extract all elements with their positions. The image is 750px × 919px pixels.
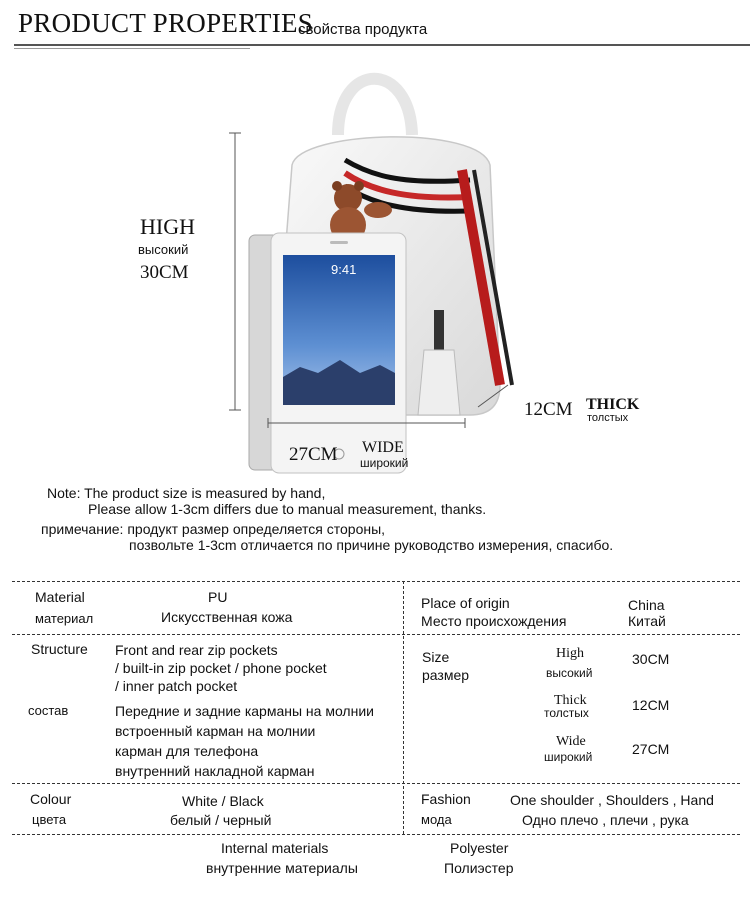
structure-line: Front and rear zip pockets xyxy=(115,642,278,658)
page-subtitle: свойства продукта xyxy=(298,21,428,38)
colour-label-ru: цвета xyxy=(32,812,67,827)
thick-value: 12CM xyxy=(524,399,573,420)
material-label: Material xyxy=(35,589,85,605)
bag-handle xyxy=(338,79,412,135)
size-thick-value: 12CM xyxy=(632,697,670,713)
note-ru-line2: позвольте 1-3cm отличается по причине руководство измерения, спасибо. xyxy=(129,537,614,553)
colour-value: White / Black xyxy=(182,793,264,809)
origin-value-ru: Китай xyxy=(628,613,666,629)
note-en-line1: Note: The product size is measured by hand, xyxy=(47,485,326,501)
tablet-illustration xyxy=(249,233,409,473)
structure-line-ru: внутренний накладной карман xyxy=(115,763,315,779)
internal-value: Polyester xyxy=(450,840,509,856)
width-label-ru: широкий xyxy=(360,456,409,470)
origin-label: Place of origin xyxy=(421,595,510,611)
internal-value-ru: Полиэстер xyxy=(444,860,514,876)
size-high-label: High xyxy=(556,646,584,661)
table-divider xyxy=(12,834,740,835)
table-divider xyxy=(12,634,740,635)
origin-label-ru: Место происхождения xyxy=(421,613,567,629)
structure-line-ru: карман для телефона xyxy=(115,743,259,759)
header-divider xyxy=(14,44,750,46)
size-thick-label-ru: толстых xyxy=(544,706,589,720)
internal-label-ru: внутренние материалы xyxy=(206,860,358,876)
size-label-ru: размер xyxy=(422,667,470,683)
note-ru-line1: примечание: продукт размер определяется стороны, xyxy=(41,521,386,537)
colour-label: Colour xyxy=(30,791,72,807)
material-value: PU xyxy=(208,589,228,605)
table-column-divider xyxy=(403,581,404,834)
size-wide-label: Wide xyxy=(556,734,586,749)
height-label: HIGH xyxy=(140,214,195,239)
material-label-ru: материал xyxy=(35,611,94,626)
fashion-label-ru: мода xyxy=(421,812,452,827)
structure-label: Structure xyxy=(31,641,88,657)
colour-value-ru: белый / черный xyxy=(170,812,272,828)
fashion-value: One shoulder , Shoulders , Hand xyxy=(510,792,714,808)
size-high-label-ru: высокий xyxy=(546,666,593,680)
structure-line: / inner patch pocket xyxy=(115,678,238,694)
structure-line: / built-in zip pocket / phone pocket xyxy=(115,660,327,676)
table-divider xyxy=(12,581,740,582)
page-title: PRODUCT PROPERTIES xyxy=(18,8,314,38)
size-wide-label-ru: широкий xyxy=(544,750,593,764)
height-label-ru: высокий xyxy=(138,242,189,257)
fashion-value-ru: Одно плечо , плечи , рука xyxy=(522,812,689,828)
origin-value: China xyxy=(628,597,665,613)
thick-label: THICK xyxy=(586,396,640,413)
size-high-value: 30CM xyxy=(632,651,670,667)
tablet-clock: 9:41 xyxy=(331,262,357,277)
size-wide-value: 27CM xyxy=(632,741,670,757)
header-divider-accent xyxy=(14,48,250,49)
fashion-label: Fashion xyxy=(421,791,471,807)
width-value: 27CM xyxy=(289,444,338,465)
internal-label: Internal materials xyxy=(221,840,329,856)
thick-label-ru: толстых xyxy=(587,412,629,424)
width-label: WIDE xyxy=(362,439,404,456)
height-value: 30CM xyxy=(140,262,189,283)
structure-line-ru: Передние и задние карманы на молнии xyxy=(115,703,374,719)
size-thick-label: Thick xyxy=(554,693,587,708)
material-value-ru: Искусственная кожа xyxy=(161,609,293,625)
table-divider xyxy=(12,783,740,784)
structure-label-ru: состав xyxy=(28,703,69,718)
size-label: Size xyxy=(422,649,450,665)
structure-line-ru: встроенный карман на молнии xyxy=(115,723,316,739)
note-en-line2: Please allow 1-3cm differs due to manual measurement, thanks. xyxy=(88,501,487,517)
